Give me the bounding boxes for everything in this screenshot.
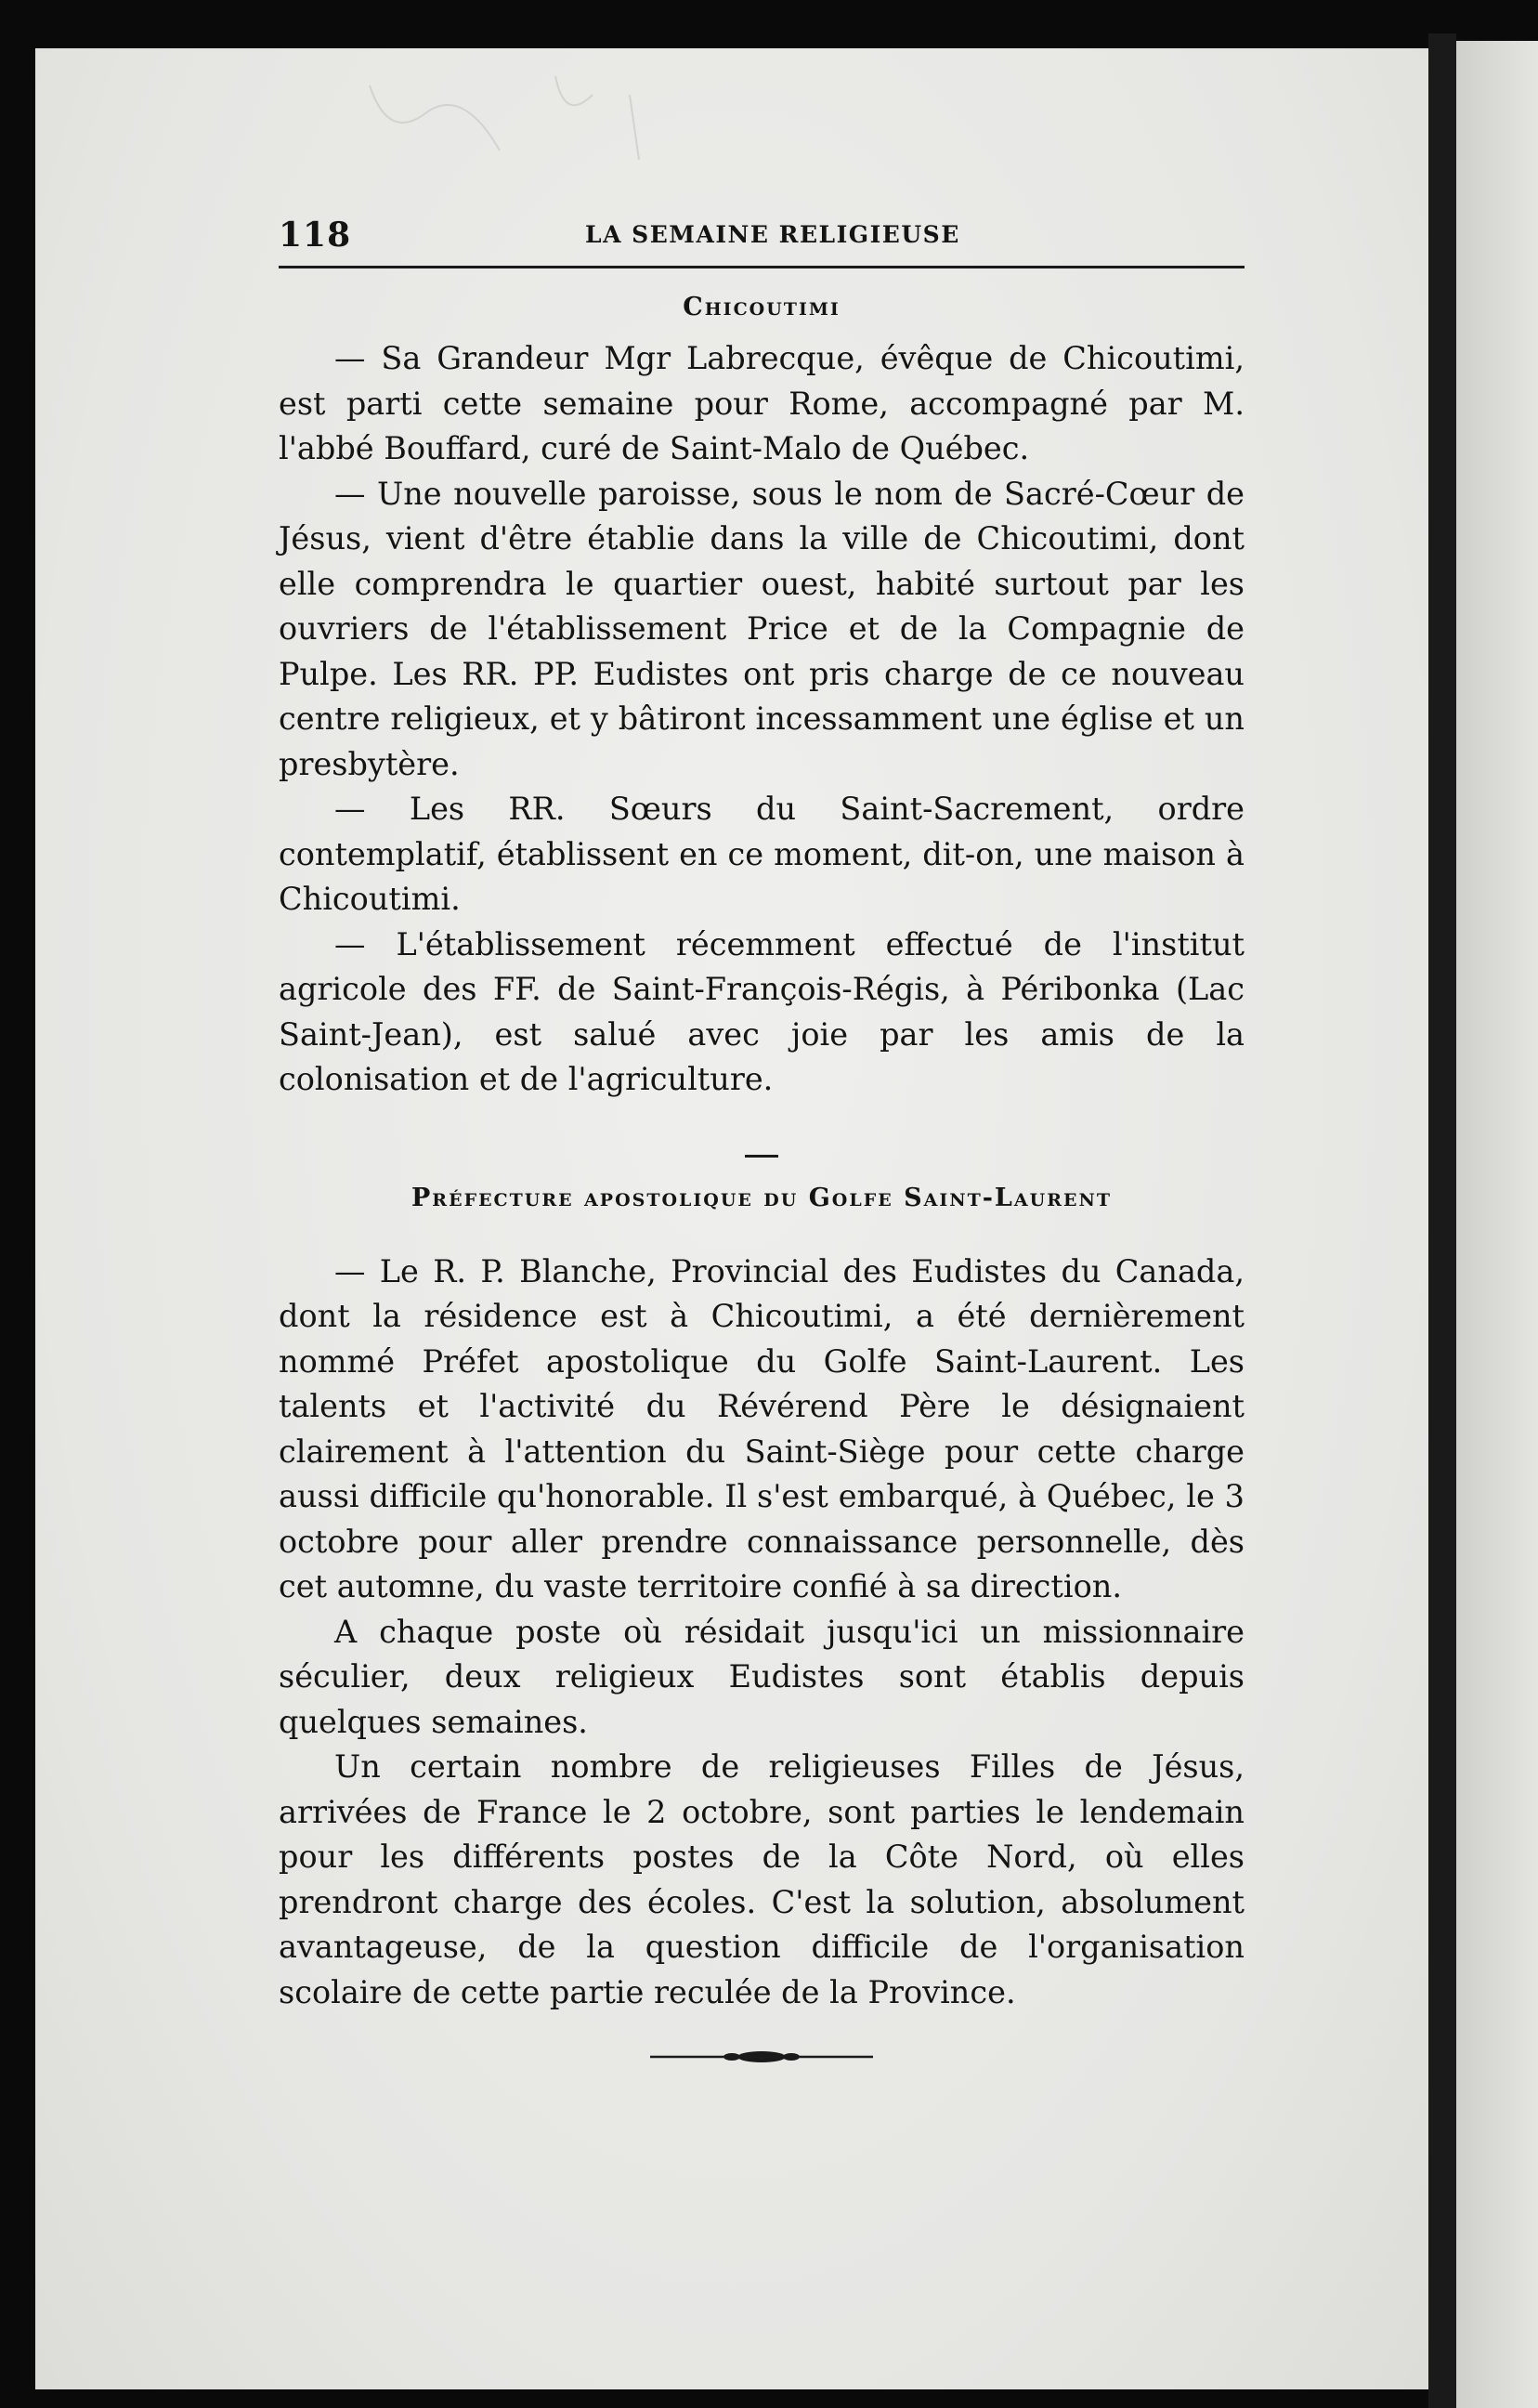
- journal-title: LA SEMAINE RELIGIEUSE: [585, 221, 960, 248]
- section-heading: Préfecture apostolique du Golfe Saint-Laurent: [411, 1183, 1112, 1212]
- page-number: 118: [279, 216, 352, 255]
- page-gutter-shadow: [1428, 33, 1456, 2408]
- paragraph: Un certain nombre de religieuses Filles de Jésus, arrivées de France le 2 octobre, sont parties le lendemain pour les différents postes de la Côte Nord, où elles prendront charge des écoles. C'est la solution, absolument avantageuse, de la question difficile de l'organisation scolaire de cette partie reculée de la Province.: [279, 1748, 1245, 2010]
- section-heading: Chicoutimi: [683, 293, 841, 321]
- paragraph: — Le R. P. Blanche, Provincial des Eudistes du Canada, dont la résidence est à Chicoutimi, a été dernièrement nommé Préfet apostolique du Golfe Saint-Laurent. Les talents et l'activité du Révérend Père le désignaient clairement à l'attention du Saint-Siège pour cette charge aussi difficile qu'honorable. Il s'est embarqué, à Québec, le 3 octobre pour aller prendre connaissance personnelle, dès cet automne, du vaste territoire confié à sa direction.: [279, 1252, 1245, 1604]
- paragraph: A chaque poste où résidait jusqu'ici un missionnaire séculier, deux religieux Eudistes sont établis depuis quelques semaines.: [279, 1613, 1245, 1740]
- tailpiece-ornament-icon: [650, 2047, 873, 2067]
- paragraph: — Une nouvelle paroisse, sous le nom de Sacré-Cœur de Jésus, vient d'être établie dans la ville de Chicoutimi, dont elle comprendra le quartier ouest, habité surtout par les ouvriers de l'établissement Price et de la Compagnie de Pulpe. Les RR. PP. Eudistes ont pris charge de ce nouveau centre religieux, et y bâtiront incessamment une église et un presbytère.: [279, 475, 1245, 782]
- running-head: [279, 214, 1245, 268]
- section-prefecture: [279, 1184, 1245, 2016]
- paragraph: — Les RR. Sœurs du Saint-Sacrement, ordre contemplatif, établissent en ce moment, dit-on, une maison à Chicoutimi.: [279, 791, 1245, 917]
- section-divider: [745, 1155, 778, 1158]
- paragraph: — Sa Grandeur Mgr Labrecque, évêque de Chicoutimi, est parti cette semaine pour Rome, accompagné par M. l'abbé Bouffard, curé de Saint-Malo de Québec.: [279, 340, 1245, 466]
- section-chicoutimi: [279, 293, 1245, 1103]
- page-content: [279, 214, 1245, 2067]
- paragraph: — L'établissement récemment effectué de l'institut agricole des FF. de Saint-François-Régis, à Péribonka (Lac Saint-Jean), est salué avec joie par les amis de la colonisation et de l'agriculture.: [279, 925, 1245, 1097]
- adjacent-page-edge: [1456, 41, 1538, 2408]
